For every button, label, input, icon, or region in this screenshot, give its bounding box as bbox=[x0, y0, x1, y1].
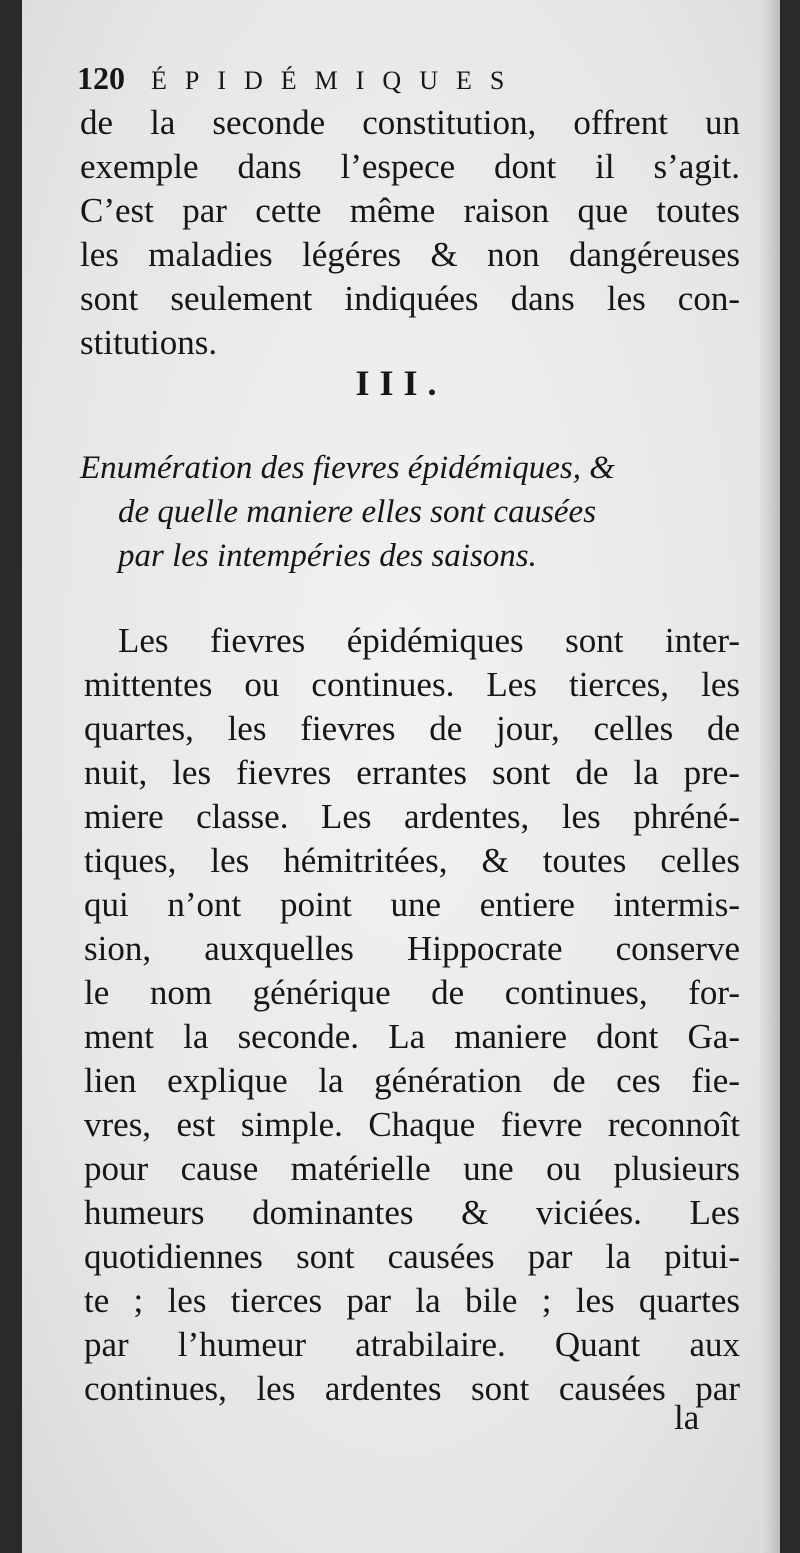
body-text-line: lien explique la génération de ces fie- bbox=[84, 1061, 740, 1100]
body-text-line: ment la seconde. La maniere dont Ga- bbox=[84, 1017, 740, 1056]
running-title: ÉPIDÉMIQUES bbox=[151, 66, 523, 95]
body-text-line: mittentes ou continues. Les tierces, les bbox=[84, 665, 740, 704]
body-text-line: miere classe. Les ardentes, les phréné- bbox=[84, 797, 740, 836]
section-heading-line: Enumération des fievres épidémiques, & bbox=[80, 450, 615, 486]
section-heading-line: par les intempéries des saisons. bbox=[118, 538, 537, 574]
body-text-line: humeurs dominantes & viciées. Les bbox=[84, 1193, 740, 1232]
body-text-line: quotidiennes sont causées par la pitui- bbox=[84, 1237, 740, 1276]
top-text-line: sont seulement indiquées dans les con- bbox=[80, 279, 740, 318]
section-heading-line: de quelle maniere elles sont causées bbox=[118, 494, 597, 530]
top-text-line: C’est par cette même raison que toutes bbox=[80, 191, 740, 230]
body-text-line: nuit, les fievres errantes sont de la pre- bbox=[84, 753, 740, 792]
catchword: la bbox=[674, 1398, 700, 1437]
body-text-line: tiques, les hémitritées, & toutes celles bbox=[84, 841, 740, 880]
body-text-line: te ; les tierces par la bile ; les quartes bbox=[84, 1281, 740, 1320]
body-text-line: par l’humeur atrabilaire. Quant aux bbox=[84, 1325, 740, 1364]
section-number: III. bbox=[355, 363, 447, 403]
top-text-line: exemple dans l’espece dont il s’agit. bbox=[80, 147, 740, 186]
body-text-line: Les fievres épidémiques sont inter- bbox=[118, 621, 740, 660]
page-number: 120 bbox=[77, 60, 125, 96]
body-text-line: vres, est simple. Chaque fievre reconnoît bbox=[84, 1105, 740, 1144]
body-text-line: continues, les ardentes sont causées par bbox=[84, 1369, 740, 1408]
page-edge bbox=[760, 0, 780, 1553]
top-text-line: les maladies légéres & non dangéreuses bbox=[80, 235, 740, 274]
top-text-line: de la seconde constitution, offrent un bbox=[80, 103, 740, 142]
body-text-line: le nom générique de continues, for- bbox=[84, 973, 740, 1012]
body-text-line: pour cause matérielle une ou plusieurs bbox=[84, 1149, 740, 1188]
body-text-line: qui n’ont point une entiere intermis- bbox=[84, 885, 740, 924]
running-header bbox=[77, 58, 522, 101]
body-text-line: quartes, les fievres de jour, celles de bbox=[84, 709, 740, 748]
body-text-line: sion, auxquelles Hippocrate conserve bbox=[84, 929, 740, 968]
top-text-line: stitutions. bbox=[80, 323, 218, 362]
book-page bbox=[22, 0, 780, 1553]
